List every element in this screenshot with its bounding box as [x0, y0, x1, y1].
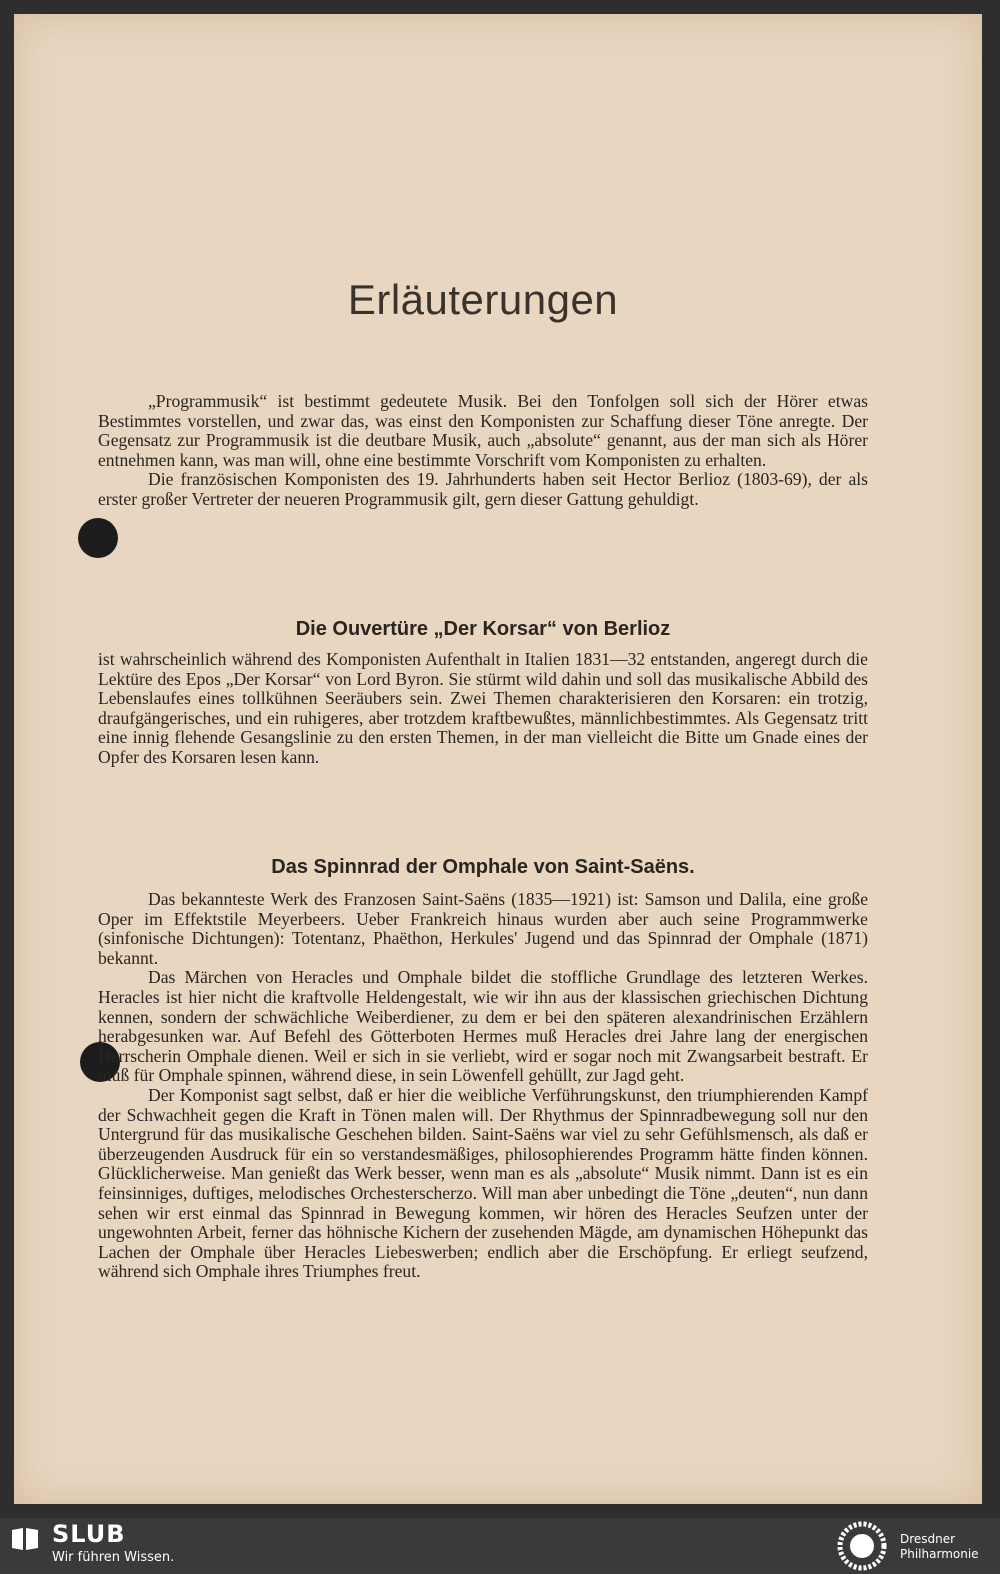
- spinnrad-paragraph: Der Komponist sagt selbst, daß er hier die weibliche Verführungskunst, den triumphierenden Kampf der Schwachheit gegen die Kraft in Tönen malen will. Der Rhythmus der Spinnradbewegung soll nur den Untergrund für das musikalische Geschehen bilden. Saint-Saëns war viel zu sehr Gefühlsmensch, als daß er überzeugenden Ausdruck für ein so verstandesmäßiges, philosophierendes Programm hätte finden können. Glücklicherweise. Man genießt das Werk besser, wenn man es als „absolute“ Musik nimmt. Dann ist es ein feinsinniges, duftiges, melodisches Orchesterscherzo. Will man aber unbedingt die Töne „deuten“, nun dann sehen wir erst einmal das Spinnrad in Bewegung kommen, wir hören des Heracles Seufzen unter der ungewohnten Arbeit, ferner das höhnische Kichern der zusehenden Mägde, am dynamischen Höhepunkt das Lachen der Omphale über Heracles Liebeswerben; endlich aber die Erschöpfung. Er erliegt seufzend, während sich Omphale ihres Triumphes freut.: [98, 1084, 868, 1282]
- slub-tagline: Wir führen Wissen.: [52, 1550, 175, 1565]
- section-heading-korsar: Die Ouvertüre „Der Korsar“ von Berlioz: [295, 618, 671, 640]
- spinnrad-paragraph: Das Märchen von Heracles und Omphale bildet die stoffliche Grundlage des letzteren Werkes. Heracles ist hier nicht die kraftvolle Heldengestalt, wie wir ihn aus der klassischen griechischen Dichtung kennen, sondern der schwächliche Weiberdiener, zu dem er bei den späteren alexandrinischen Erzählern herabgesunken war. Auf Befehl des Götterboten Hermes muß Heracles drei Jahre lang der energischen Herrscherin Omphale dienen. Weil er sich in sie verliebt, wird er sogar noch mit Zwangsarbeit bestraft. Er muß für Omphale spinnen, während diese, in sein Löwenfell gehüllt, zur Jagd geht.: [98, 967, 868, 1086]
- section-korsar-heading-wrap: [98, 618, 868, 641]
- intro-paragraph: „Programmusik“ ist bestimmt gedeutete Musik. Bei den Tonfolgen soll sich der Hörer etwas Bestimmtes vorstellen, und zwar das, was einst den Komponisten zur Schaffung dieser Töne anregte. Der Gegensatz zur Programmusik ist die deutbare Musik, auch „absolute“ genannt, aus der man sich als Hörer entnehmen kann, was man will, ohne eine bestimmte Vorschrift vom Komponisten zu erhalten.: [98, 391, 868, 470]
- intro-section: [98, 392, 868, 510]
- spinnrad-paragraph: Das bekannteste Werk des Franzosen Saint-Saëns (1835—1921) ist: Samson und Dalila, eine große Oper im Effektstile Meyerbeers. Ueber Frankreich hinaus wurden aber auch seine Programmwerke (sinfonische Dichtungen): Totentanz, Phaëthon, Herkules' Jugend und das Spinnrad der Omphale (1871) bekannt.: [98, 889, 868, 968]
- section-spinnrad-heading-wrap: [98, 856, 868, 879]
- slub-logo-text[interactable]: SLUB: [52, 1520, 126, 1548]
- philharmonie-logo-icon[interactable]: [836, 1520, 888, 1572]
- intro-paragraph: Die französischen Komponisten des 19. Jahrhunderts haben seit Hector Berlioz (1803-69), der als erster großer Vertreter der neueren Programmusik gilt, gern dieser Gattung gehuldigt.: [98, 469, 868, 509]
- partner-name-line1: Dresdner: [900, 1532, 956, 1546]
- section-heading-spinnrad: Das Spinnrad der Omphale von Saint-Saëns.: [271, 856, 695, 878]
- page-title: Erläuterungen: [347, 276, 619, 323]
- document-page: [14, 14, 982, 1504]
- korsar-paragraph: ist wahrscheinlich während des Komponisten Aufenthalt in Italien 1831—32 entstanden, angeregt durch die Lektüre des Epos „Der Korsar“ von Lord Byron. Sie stürmt wild dahin und soll das musikalische Abbild des Lebenslaufes eines tollkühnen Seeräubers sein. Zwei Themen charakterisieren den Korsaren: ein trotzig, draufgängerisches, und ein ruhigeres, aber trotzdem kraftbewußtes, männlichbestimmtes. Als Gegensatz tritt eine innig flehende Gesangslinie zu den ersten Themen, in der man vielleicht die Bitte um Gnade eines der Opfer des Korsaren lesen kann.: [98, 649, 868, 767]
- section-spinnrad: [98, 890, 868, 1282]
- section-korsar: [98, 650, 868, 768]
- slub-book-icon[interactable]: [10, 1526, 40, 1552]
- partner-name-line2: Philharmonie: [900, 1547, 979, 1561]
- footer-bar: [0, 1518, 1000, 1574]
- punch-hole: [78, 518, 118, 558]
